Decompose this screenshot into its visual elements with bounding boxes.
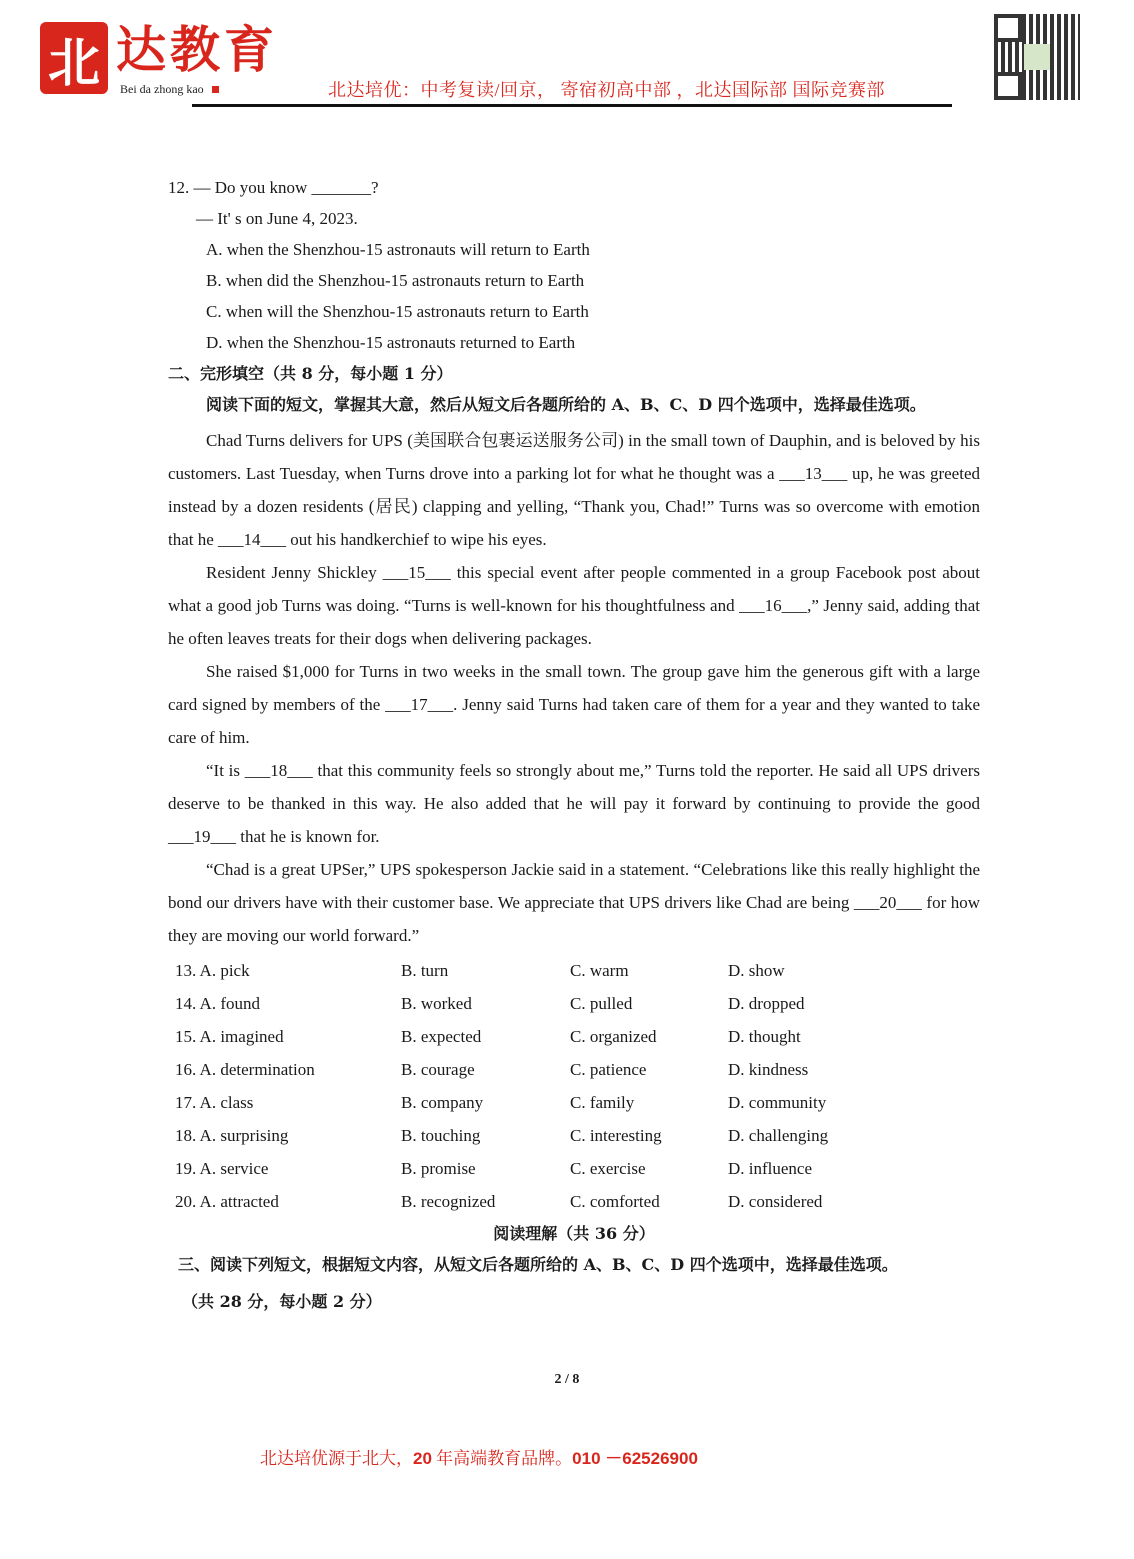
q12-answer: — It' s on June 4, 2023.	[196, 209, 358, 228]
option-17-b: B. company	[401, 1093, 484, 1112]
option-14-b: B. worked	[401, 994, 472, 1013]
option-19-b: B. promise	[401, 1159, 476, 1178]
options-row	[168, 1185, 980, 1218]
q12-option-a: A. when the Shenzhou-15 astronauts will return to Earth	[206, 240, 590, 259]
q12-option-c: C. when will the Shenzhou-15 astronauts return to Earth	[206, 302, 589, 321]
passage-paragraph: “Chad is a great UPSer,” UPS spokesperson Jackie said in a statement. “Celebrations like this really highlight the bond our drivers have with their customer base. We appreciate that UPS drivers like Chad are being ___20___ for how they are moving our world forward.”	[168, 860, 980, 945]
q12-option-d: D. when the Shenzhou-15 astronauts returned to Earth	[206, 333, 576, 352]
footer	[260, 1444, 698, 1469]
logo-mark: 北	[40, 22, 108, 94]
logo	[40, 22, 320, 102]
options-row	[168, 1086, 980, 1119]
option-19-c: C. exercise	[570, 1159, 646, 1178]
option-17-a: 17. A. class	[175, 1093, 254, 1112]
option-19-d: D. influence	[728, 1159, 813, 1178]
option-20-b: B. recognized	[401, 1192, 496, 1211]
logo-text: 达教育	[116, 20, 278, 79]
options-row	[168, 1152, 980, 1185]
logo-subtitle	[120, 82, 219, 96]
section3-points: （共 28 分，每小题 2 分）	[182, 1292, 382, 1311]
option-18-b: B. touching	[401, 1126, 481, 1145]
passage-paragraph: “It is ___18___ that this community feels so strongly about me,” Turns told the reporter. He said all UPS drivers deserve to be thanked in this way. He also added that he will pay it forward by continuing to provide the good ___19___ that he is known for.	[168, 761, 980, 846]
passage-paragraph: She raised $1,000 for Turns in two weeks in the small town. The group gave him the generous gift with a large card signed by members of the ___17___. Jenny said Turns had taken care of them for a year and they wanted to take care of him.	[168, 662, 980, 747]
option-16-a: 16. A. determination	[175, 1060, 315, 1079]
option-15-b: B. expected	[401, 1027, 482, 1046]
reading-heading: 阅读理解（共 36 分）	[493, 1224, 655, 1243]
header-slogan: 北达培优：中考复读/回京， 寄宿初高中部 ，北达国际部 国际竞赛部	[328, 80, 885, 100]
option-19-a: 19. A. service	[175, 1159, 269, 1178]
option-17-c: C. family	[570, 1093, 635, 1112]
options-row	[168, 1119, 980, 1152]
options-row	[168, 954, 980, 987]
option-13-d: D. show	[728, 961, 785, 980]
option-14-a: 14. A. found	[175, 994, 260, 1013]
logo-subtitle-text: Bei da zhong kao	[120, 82, 204, 96]
option-20-c: C. comforted	[570, 1192, 660, 1211]
option-16-d: D. kindness	[728, 1060, 809, 1079]
footer-text: 北达培优源于北大，	[260, 1449, 413, 1468]
section2-instruction: 阅读下面的短文，掌握其大意，然后从短文后各题所给的 A、B、C、D 四个选项中，选择最佳选项。	[206, 395, 926, 414]
option-14-d: D. dropped	[728, 994, 805, 1013]
q12-option-b: B. when did the Shenzhou-15 astronauts return to Earth	[206, 271, 585, 290]
option-13-c: C. warm	[570, 961, 629, 980]
qr-code-icon	[994, 14, 1080, 100]
passage	[168, 424, 980, 952]
option-18-a: 18. A. surprising	[175, 1126, 289, 1145]
options-row	[168, 987, 980, 1020]
footer-phone: 010 －62526900	[572, 1449, 698, 1468]
footer-text2: 年高端教育品牌。	[431, 1449, 573, 1468]
option-15-c: C. organized	[570, 1027, 657, 1046]
option-13-a: 13. A. pick	[175, 961, 250, 980]
option-16-b: B. courage	[401, 1060, 475, 1079]
option-20-d: D. considered	[728, 1192, 823, 1211]
options-row	[168, 1020, 980, 1053]
options-table	[168, 954, 980, 1218]
footer-years: 20	[413, 1449, 432, 1468]
option-15-a: 15. A. imagined	[175, 1027, 284, 1046]
option-18-d: D. challenging	[728, 1126, 829, 1145]
header-divider	[192, 104, 952, 107]
option-16-c: C. patience	[570, 1060, 647, 1079]
option-15-d: D. thought	[728, 1027, 801, 1046]
passage-paragraph: Chad Turns delivers for UPS (美国联合包裹运送服务公司) in the small town of Dauphin, and is beloved by his customers. Last Tuesday, when Turns drove into a parking lot for what he thought was a ___13___ up, he was greeted instead by a dozen residents (居民) clapping and yelling, “Thank you, Chad!” Turns was so overcome with emotion that he ___14___ out his handkerchief to wipe his eyes.	[168, 431, 980, 549]
section2-heading: 二、完形填空（共 8 分，每小题 1 分）	[168, 364, 453, 383]
section3-instruction: 三、阅读下列短文，根据短文内容，从短文后各题所给的 A、B、C、D 四个选项中，选择最佳选项。	[178, 1255, 898, 1274]
option-14-c: C. pulled	[570, 994, 633, 1013]
option-18-c: C. interesting	[570, 1126, 662, 1145]
square-icon	[212, 86, 219, 93]
passage-paragraph: Resident Jenny Shickley ___15___ this special event after people commented in a group Facebook post about what a good job Turns was doing. “Turns is well-known for his thoughtfulness and ___16___,” Jenny said, adding that he often leaves treats for their dogs when delivering packages.	[168, 563, 980, 648]
options-row	[168, 1053, 980, 1086]
q12-question: 12. — Do you know _______?	[168, 178, 379, 197]
option-20-a: 20. A. attracted	[175, 1192, 279, 1211]
option-17-d: D. community	[728, 1093, 827, 1112]
page-number: 2 / 8	[554, 1372, 580, 1387]
exam-content	[168, 172, 980, 1317]
option-13-b: B. turn	[401, 961, 449, 980]
